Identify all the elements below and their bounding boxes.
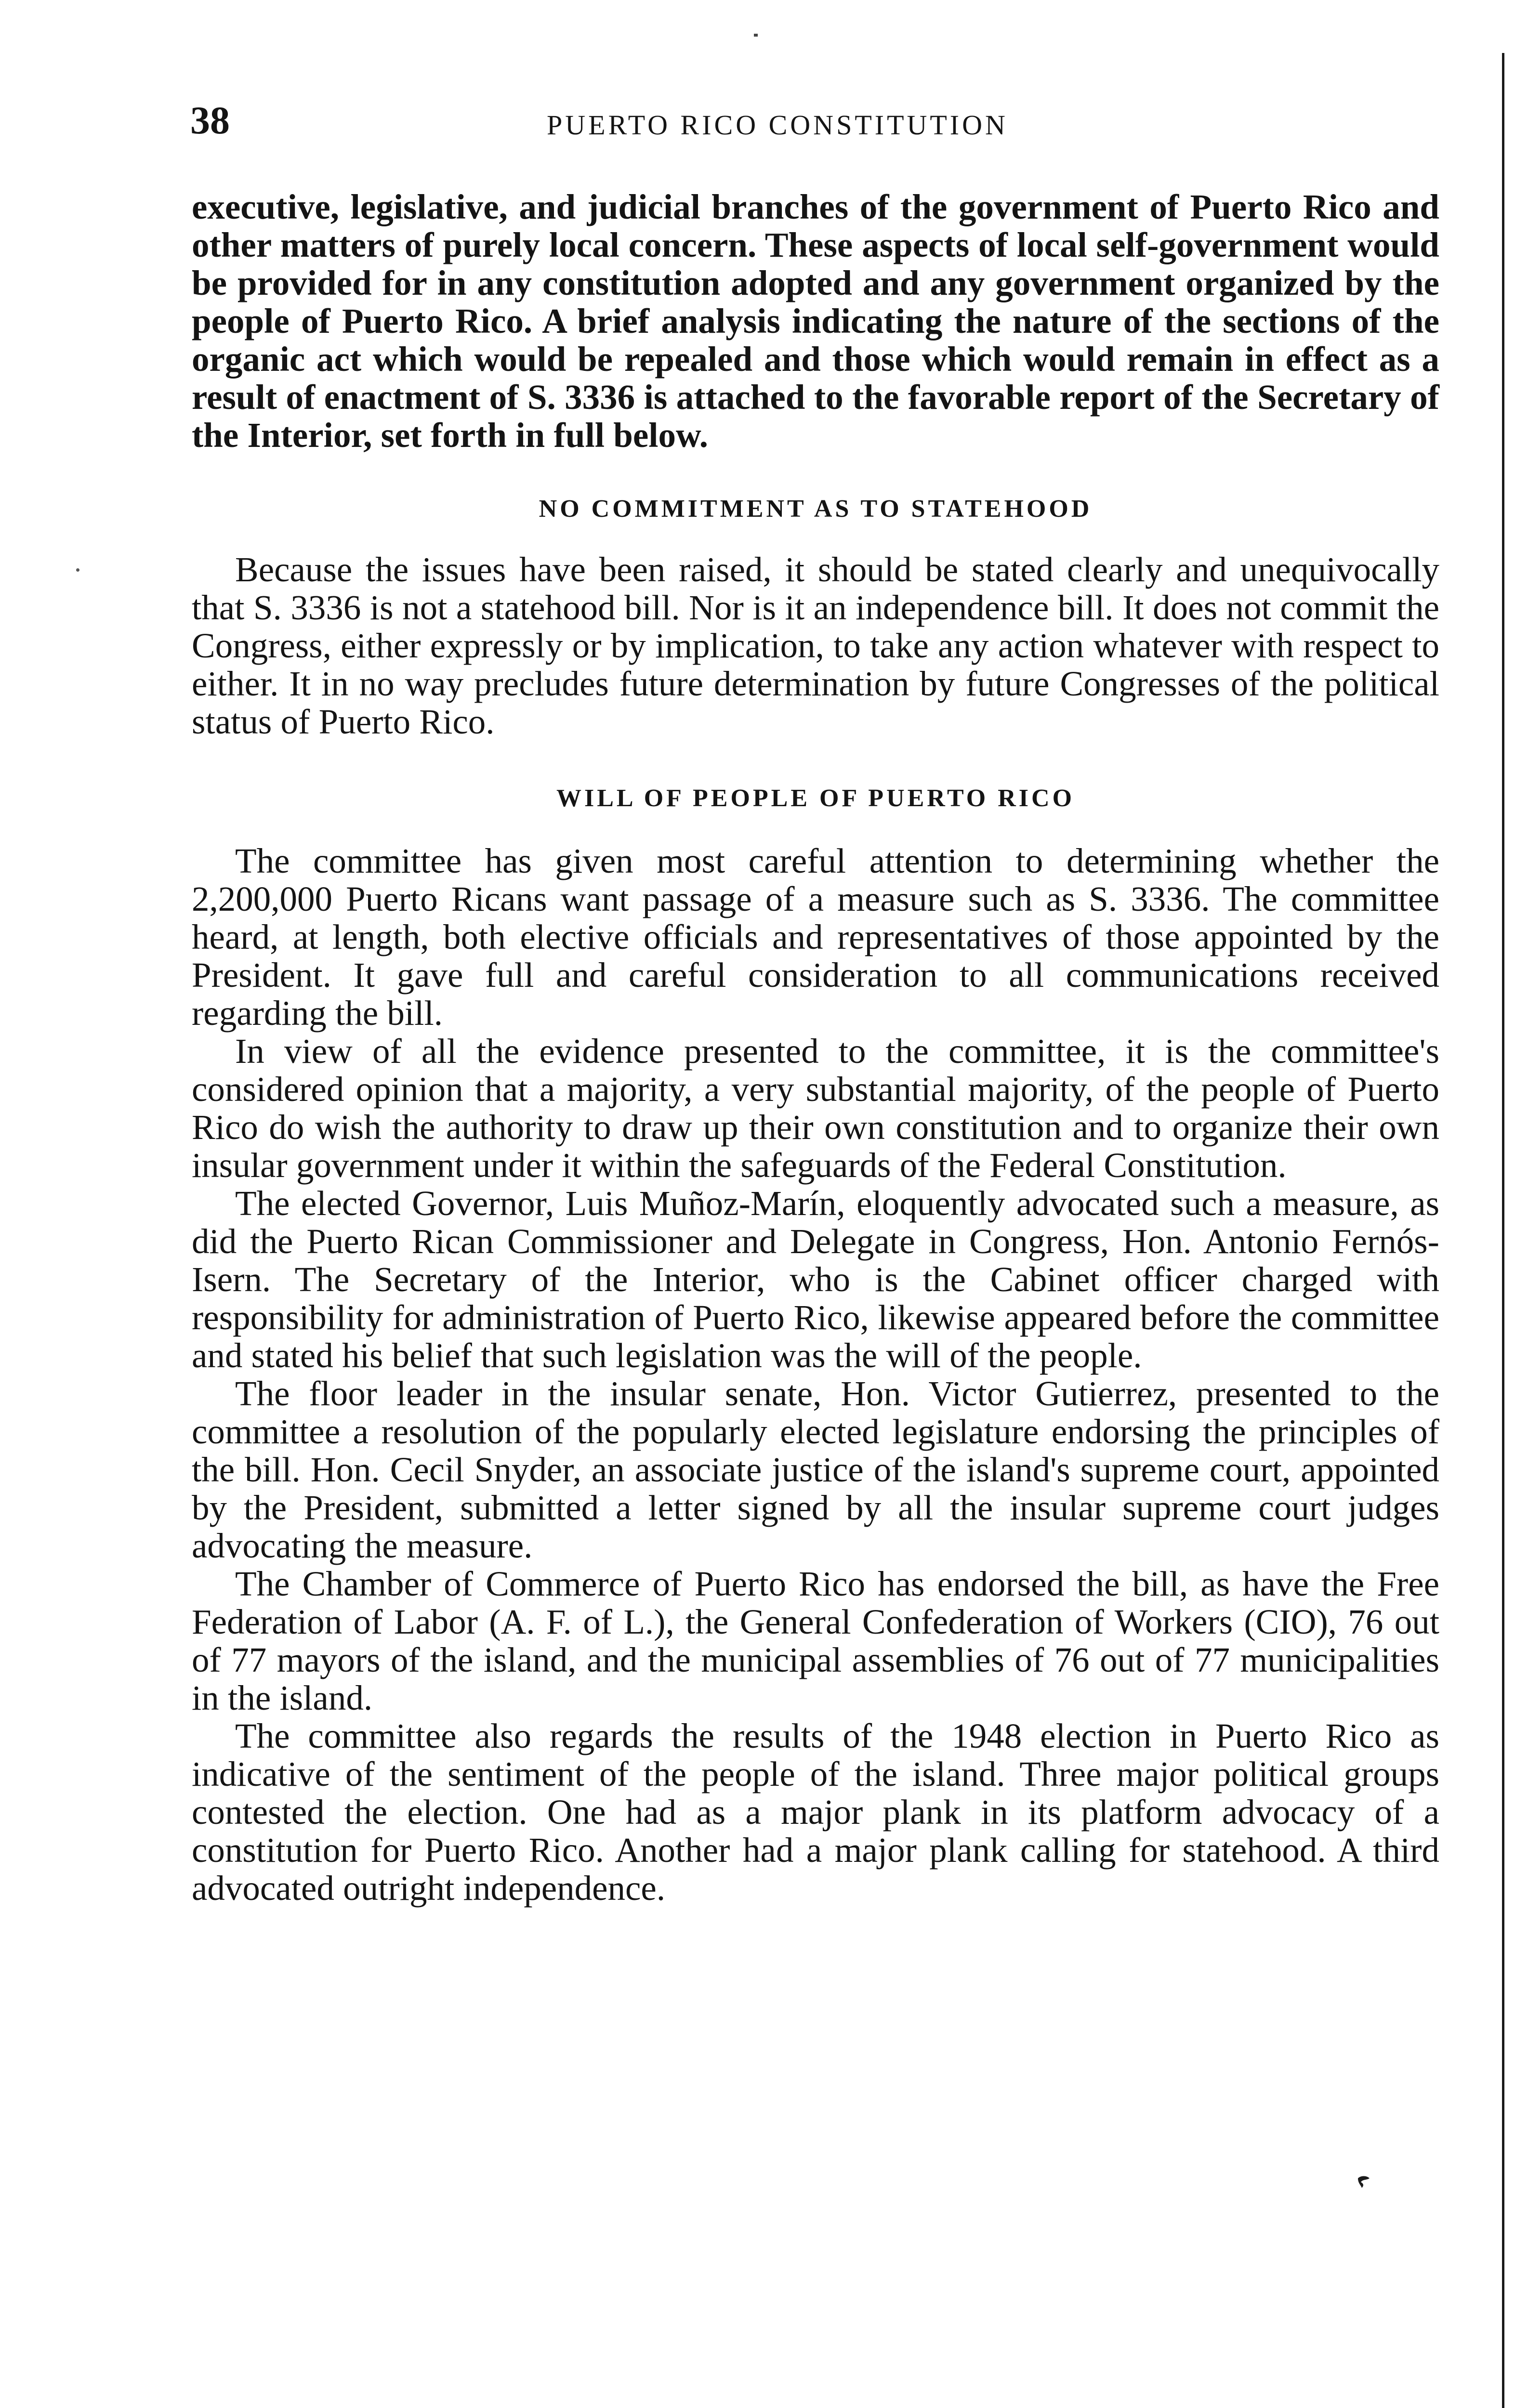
heading-will-of-people: WILL OF PEOPLE OF PUERTO RICO [556,785,1075,812]
will-paragraph-2: In view of all the evidence presented to the committee, it is the committee's considered opinion that a majority, a very substantial majority, of the people of Puerto Rico do wish the authority to draw up their own constitution and to organize their own insular government under it within the safeguards of the Federal Constitution. [192,1032,1439,1185]
scan-speck [76,568,79,572]
will-paragraph-3: The elected Governor, Luis Muñoz-Marín, eloquently advocated such a measure, as did the Puerto Rican Commissioner and Delegate in Congress, Hon. Antonio Fernós-Isern. The Secretary of the Interior, who is the Cabinet officer charged with responsibility for administration of Puerto Rico, likewise appeared before the committee and stated his belief that such legislation was the will of the people. [192,1184,1439,1375]
page-header [190,94,1443,147]
statehood-paragraph: Because the issues have been raised, it should be stated clearly and unequivocally that S. 3336 is not a statehood bill. Nor is it an independence bill. It does not commit the Congress, either expressly or by implication, to take any action whatever with respect to either. It in no way precludes future determination by future Congresses of the political status of Puerto Rico. [192,550,1439,741]
page-edge-rule [1502,53,1504,2408]
heading-no-commitment-statehood: NO COMMITMENT AS TO STATEHOOD [539,495,1093,523]
will-paragraph-1: The committee has given most careful attention to determining whether the 2,200,000 Puerto Ricans want passage of a measure such as S. 3336. The committee heard, at length, both elective officials and representatives of those appointed by the President. It gave full and careful consideration to all communications received regarding the bill. [192,841,1439,1033]
will-paragraph-4: The floor leader in the insular senate, Hon. Victor Gutierrez, presented to the committee a resolution of the popularly elected legislature endorsing the principles of the bill. Hon. Cecil Snyder, an associate justice of the island's supreme court, appointed by the President, submitted a letter signed by all the insular supreme court judges advocating the measure. [192,1374,1439,1565]
intro-paragraph: executive, legislative, and judicial branches of the government of Puerto Rico and other matters of purely local concern. These aspects of local self-government would be provided for in any constitution adopted and any government organized by the people of Puerto Rico. A brief analysis indicating the nature of the sections of the organic act which would be repealed and those which would remain in effect as a result of enactment of S. 3336 is attached to the favorable report of the Secretary of the Interior, set forth in full below. [192,187,1439,455]
will-paragraph-6: The committee also regards the results of the 1948 election in Puerto Rico as indicative of the sentiment of the people of the island. Three major political groups contested the election. One had as a major plank in its platform advocacy of a constitution for Puerto Rico. Another had a major plank calling for statehood. A third advocated outright independence. [192,1716,1439,1908]
body-text [192,188,1439,1907]
running-title: PUERTO RICO CONSTITUTION [547,109,1008,141]
end-ornament-icon [1356,2174,1371,2189]
scan-mark [754,34,758,37]
will-paragraph-5: The Chamber of Commerce of Puerto Rico has endorsed the bill, as have the Free Federation of Labor (A. F. of L.), the General Confederation of Workers (CIO), 76 out of 77 mayors of the island, and the municipal assemblies of 76 out of 77 municipalities in the island. [192,1564,1439,1717]
page-number: 38 [190,98,230,142]
